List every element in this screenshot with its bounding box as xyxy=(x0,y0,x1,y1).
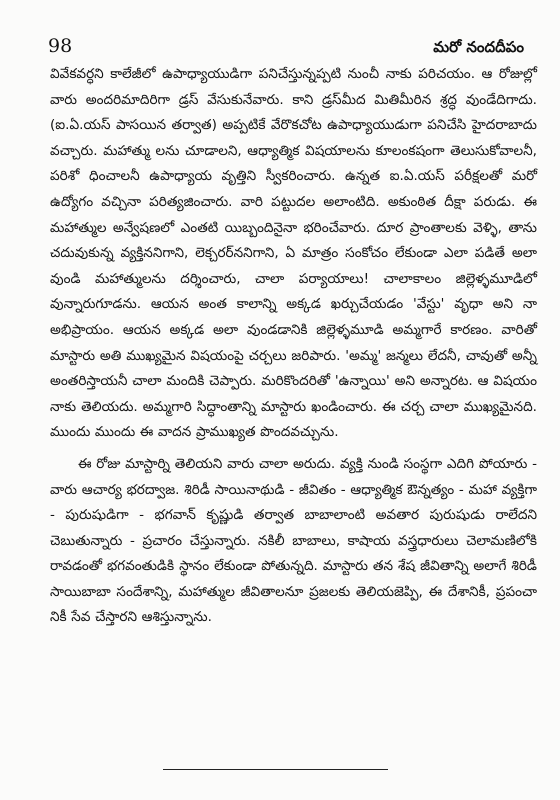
running-title: మరో నందదీపం xyxy=(433,38,524,56)
footer-divider xyxy=(163,769,388,770)
paragraph-2: ఈ రోజు మాస్టార్ని తెలియని వారు చాలా అరుదు. వ్యక్తి నుండి సంస్థగా ఎదిగి పోయారు - వారు ఆచార్య భరద్వాజ. శిరిడీ సాయినాథుడి - జీవితం - ఆధ్యాత్మిక ఔన్నత్యం - మహా వ్యక్తిగా - పురుషుడిగా - భగవాన్ కృష్ణుడి తర్వాత బాబాలాంటి అవతార పురుషుడు రాలేదని చెబుతున్నారు - ప్రచారం చేస్తున్నారు. నకిలీ బాబాలు, కాషాయ వస్త్రధారులు చెలామణిలోకి రావడంతో భగవంతుడికి స్థానం లేకుండా పోతున్నది. మాస్టారు తన శేష జీవితాన్ని అలాగే శిరిడీ సాయిబాబా సందేశాన్ని, మహాత్ముల జీవితాలనూ ప్రజలకు తెలియజెప్పి, ఈ దేశానికీ, ప్రపంచా నికీ సేవ చేస్తారని ఆశిస్తున్నాను. xyxy=(50,455,537,626)
page-number: 98 xyxy=(48,35,73,57)
paragraph-1: వివేకవర్ధని కాలేజీలో ఉపాధ్యాయుడిగా పనిచేస్తున్నప్పటి నుంచీ నాకు పరిచయం. ఆ రోజుల్లో వారు అందరిమాదిరిగా డ్రస్ వేసుకునేవారు. కాని డ్రస్‌మీద మితిమీరిన శ్రద్ధ వుండేదిగాదు. (ఐ.ఏ.యస్ పాసయిన తర్వాత) అప్పటికే వేరొకచోట ఉపాధ్యాయుడుగా పనిచేసి హైదరాబాదు వచ్చారు. మహాత్ము లను చూడాలని, ఆధ్యాత్మిక విషయాలను కూలంకషంగా తెలుసుకోవాలనీ, పరిశో ధించాలనీ ఉపాధ్యాయ వృత్తిని స్వీకరించారు. ఉన్నత ఐ.ఏ.యస్ పరీక్షలతో మరో ఉద్యోగం వచ్చినా పరిత్యజించారు. వారి పట్టుదల అలాంటిది. అకుంఠిత దీక్షా పరుడు. ఈ మహాత్ముల అన్వేషణలో ఎంతటి యిబ్బందినైనా భరించేవారు. దూర ప్రాంతాలకు వెళ్ళి, తాను చదువుకున్న వ్యక్తిననిగాని, లెక్చరర్‌ననిగాని, ఏ మాత్రం సంకోచం లేకుండా ఎలా పడితే అలా వుండి మహాత్ములను దర్శించారు, చాలా పర్యాయాలు! చాలాకాలం జిల్లెళ్ళమూడిలో వున్నారుగూడను. ఆయన అంత కాలాన్ని అక్కడ ఖర్చుచేయడం 'వేస్టు' వృధా అని నా అభిప్రాయం. ఆయన అక్కడ అలా వుండడానికి జిల్లెళ్ళమూడి అమ్మగారే కారణం. వారితో మాస్టారు అతి ముఖ్యమైన విషయంపై చర్చలు జరిపారు. 'అమ్మ' జన్మలు లేదనీ, చావుతో అన్నీ అంతరిస్తాయనీ చాలా మందికి చెప్పారు. మరికొందరితో 'ఉన్నాయి' అని అన్నారట. ఆ విషయం నాకు తెలియదు. అమ్మగారి సిద్ధాంతాన్ని మాస్టారు ఖండించారు. ఈ చర్చ చాలా ముఖ్యమైనది. ముందు ముందు ఈ వాదన ప్రాముఖ్యత పొందవచ్చును. xyxy=(50,66,537,441)
body-text xyxy=(50,62,537,631)
page-header xyxy=(48,34,524,60)
